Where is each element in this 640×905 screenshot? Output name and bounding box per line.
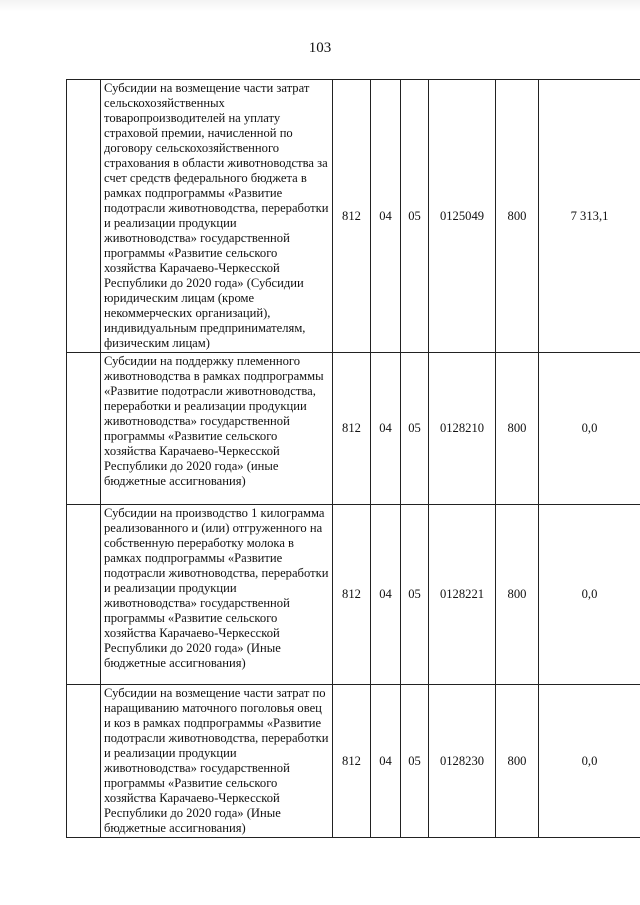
amount-cell: 0,0 xyxy=(539,505,640,685)
expense-type-cell: 800 xyxy=(496,505,539,685)
table-row xyxy=(67,505,640,685)
target-article-cell: 0128210 xyxy=(429,353,496,505)
target-article-cell: 0128221 xyxy=(429,505,496,685)
subsection-code-cell: 05 xyxy=(401,505,429,685)
section-code-cell: 04 xyxy=(371,80,401,353)
expense-type-cell: 800 xyxy=(496,685,539,838)
description-cell: Субсидии на возмещение части затрат по наращиванию маточного поголовья овец и коз в рамках подпрограммы «Развитие подотрасли животноводства, переработки и реализации продукции животноводства» государственной программы «Развитие сельского хозяйства Карачаево-Черкесской Республики до 2020 года» (Иные бюджетные ассигнования) xyxy=(101,685,333,838)
budget-table xyxy=(66,79,640,838)
ministry-code-cell: 812 xyxy=(333,685,371,838)
table-row xyxy=(67,685,640,838)
section-code-cell: 04 xyxy=(371,505,401,685)
amount-cell: 0,0 xyxy=(539,685,640,838)
subsection-code-cell: 05 xyxy=(401,80,429,353)
description-cell: Субсидии на поддержку племенного животноводства в рамках подпрограммы «Развитие подотрасли животноводства, переработки и реализации продукции животноводства» государственной программы «Развитие сельского хозяйства Карачаево-Черкесской Республики до 2020 года» (иные бюджетные ассигнования) xyxy=(101,353,333,505)
page-number: 103 xyxy=(308,40,332,56)
ministry-code-cell: 812 xyxy=(333,80,371,353)
section-code-cell: 04 xyxy=(371,353,401,505)
subsection-code-cell: 05 xyxy=(401,685,429,838)
blank-cell xyxy=(67,685,101,838)
description-cell: Субсидии на возмещение части затрат сельскохозяйственных товаропроизводителей на уплату страховой премии, начисленной по договору сельскохозяйственного страхования в области животноводства за счет средств федерального бюджета в рамках подпрограммы «Развитие подотрасли животноводства, переработки и реализации продукции животноводства» государственной программы «Развитие сельского хозяйства Карачаево-Черкесской Республики до 2020 года» (Субсидии юридическим лицам (кроме некоммерческих организаций), индивидуальным предпринимателям, физическим лицам) xyxy=(101,80,333,353)
section-code-cell: 04 xyxy=(371,685,401,838)
subsection-code-cell: 05 xyxy=(401,353,429,505)
expense-type-cell: 800 xyxy=(496,80,539,353)
ministry-code-cell: 812 xyxy=(333,505,371,685)
amount-cell: 0,0 xyxy=(539,353,640,505)
blank-cell xyxy=(67,80,101,353)
ministry-code-cell: 812 xyxy=(333,353,371,505)
blank-cell xyxy=(67,505,101,685)
target-article-cell: 0125049 xyxy=(429,80,496,353)
amount-cell: 7 313,1 xyxy=(539,80,640,353)
blank-cell xyxy=(67,353,101,505)
expense-type-cell: 800 xyxy=(496,353,539,505)
table-row xyxy=(67,80,640,353)
description-cell: Субсидии на производство 1 килограмма реализованного и (или) отгруженного на собственную переработку молока в рамках подпрограммы «Развитие подотрасли животноводства, переработки и реализации продукции животноводства» государственной программы «Развитие сельского хозяйства Карачаево-Черкесской Республики до 2020 года» (Иные бюджетные ассигнования) xyxy=(101,505,333,685)
scan-artifact xyxy=(0,0,640,12)
table-row xyxy=(67,353,640,505)
target-article-cell: 0128230 xyxy=(429,685,496,838)
